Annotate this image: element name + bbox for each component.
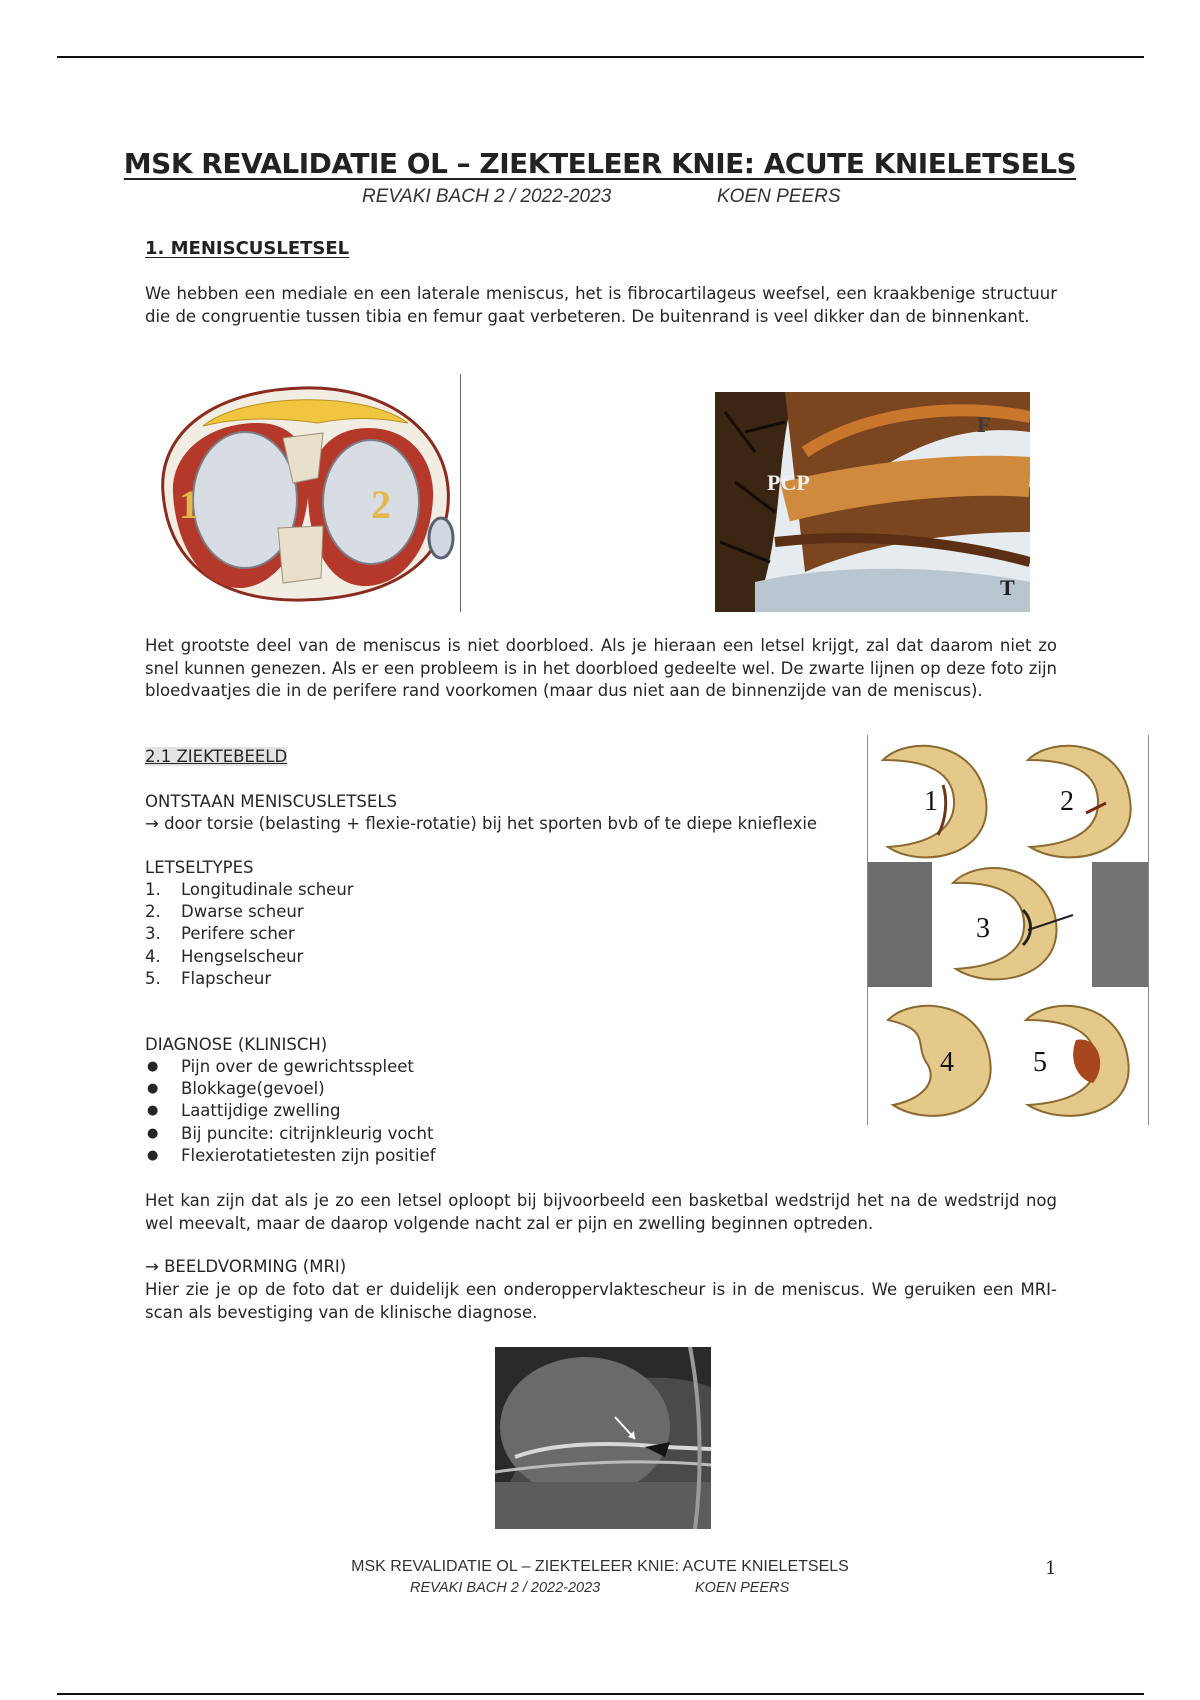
anatomy-label-1: 1 [179,482,199,527]
histology-label-pcp: PCP [767,470,810,495]
diagnosis-heading: DIAGNOSE (KLINISCH) [145,1035,328,1054]
diagnosis-list [145,1056,436,1167]
anatomy-label-2: 2 [371,482,391,527]
author-label: KOEN PEERS [717,186,841,207]
figure-divider [460,374,461,612]
tear-label-4: 4 [940,1047,954,1078]
list-item: ● Pijn over de gewrichtsspleet [147,1057,414,1076]
list-item: 2. Dwarse scheur [145,902,304,922]
list-item: 5. Flapscheur [145,968,272,988]
page-number: 1 [1045,1558,1057,1579]
tear-label-2: 2 [1060,786,1074,817]
tear-label-3: 3 [976,913,990,944]
top-rule [57,56,1144,58]
imaging-paragraph: Hier zie je op de foto dat er duidelijk een onderoppervlaktescheur is in de meniscus. We geruiken een MRI-scan als bevestiging van de klinische diagnose. [145,1280,1057,1322]
list-item: 3. Perifere scher [145,924,295,944]
basketball-paragraph: Het kan zijn dat als je zo een letsel oploopt bij bijvoorbeeld een basketbal wedstrijd het na de wedstrijd nog wel meevalt, maar de daarop volgende nacht zal er pijn en zwelling beginnen optreden. [145,1191,1057,1233]
subsection-heading-ziektebeeld: 2.1 ZIEKTEBEELD [145,747,288,766]
footer-author: KOEN PEERS [695,1580,790,1596]
tear-types-figure [867,735,1149,1125]
blood-supply-paragraph: Het grootste deel van de meniscus is niet doorbloed. Als je hieraan een letsel krijgt, zal dat daarom niet zo snel kunnen genezen. Als er een probleem is in het doorbloed gedeelte wel. De zwarte lijnen op deze foto zijn bloedvaatjes die in de perifere rand voorkomen (maar dus niet aan de binnenzijde van de meniscus). [145,636,1057,700]
list-item: 1. Longitudinale scheur [145,880,354,899]
onset-heading: ONTSTAAN MENISCUSLETSELS [145,792,397,811]
meniscus-anatomy-figure [143,378,463,610]
meniscus-histology-figure [715,392,1030,612]
types-heading: LETSELTYPES [145,858,254,877]
list-item: 4. Hengselscheur [145,946,304,966]
tear-label-5: 5 [1033,1047,1047,1078]
imaging-heading: → BEELDVORMING (MRI) [145,1257,347,1276]
bottom-rule [57,1693,1144,1695]
course-label: REVAKI BACH 2 / 2022-2023 [362,186,612,207]
tear-label-1: 1 [924,786,938,817]
injury-types-list [145,879,354,990]
mri-scan-figure [495,1347,711,1529]
footer-title: MSK REVALIDATIE OL – ZIEKTELEER KNIE: ACUTE KNIELETSELS [351,1558,849,1575]
list-item: ● Blokkage(gevoel) [147,1079,325,1099]
onset-text: → door torsie (belasting + flexie-rotatie) bij het sporten bvb of te diepe knieflexie [145,814,818,833]
intro-paragraph: We hebben een mediale en een laterale meniscus, het is fibrocartilageus weefsel, een kraakbenige structuur die de congruentie tussen tibia en femur gaat verbeteren. De buitenrand is veel dikker dan de binnenkant. [145,284,1057,326]
histology-label-f: F [977,412,991,437]
page-title: MSK REVALIDATIE OL – ZIEKTELEER KNIE: ACUTE KNIELETSELS [123,147,1077,180]
footer-course: REVAKI BACH 2 / 2022-2023 [410,1580,601,1596]
list-item: ● Bij puncite: citrijnkleurig vocht [147,1123,434,1143]
list-item: ● Flexierotatietesten zijn positief [147,1145,436,1165]
histology-label-t: T [1000,575,1015,600]
list-item: ● Laattijdige zwelling [147,1101,341,1121]
section-heading-meniscusletsel: 1. MENISCUSLETSEL [145,238,350,259]
